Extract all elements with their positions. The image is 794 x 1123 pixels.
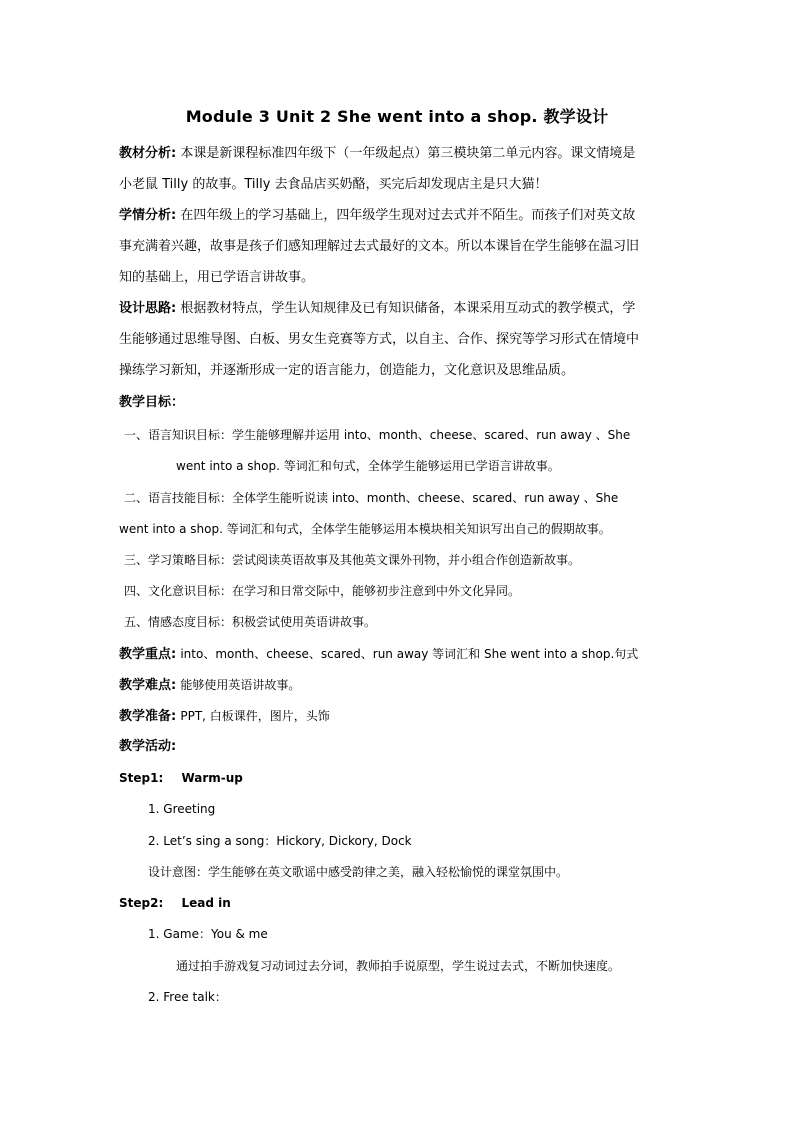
objective-5: 五、情感态度目标：积极尝试使用英语讲故事。	[124, 615, 377, 629]
design-line-2: 生能够通过思维导图、白板、男女生竞赛等方式，以自主、合作、探究等学习形式在情境中	[119, 332, 640, 347]
step2-label: Step2:	[119, 896, 164, 910]
page-title: Module 3 Unit 2 She went into a shop. 教学设计	[185, 107, 609, 126]
students-label: 学情分析:	[119, 208, 177, 223]
difficulty-line	[119, 676, 300, 695]
key-points-text: into、month、cheese、scared、run away 等词汇和 She went into a shop.句式	[180, 647, 639, 661]
analysis-line-2: 小老鼠 Tilly 的故事。Tilly 去食品店买奶酪，买完后却发现店主是只大猫！	[119, 177, 548, 192]
students-line-1	[119, 207, 635, 225]
step1-intent: 设计意图：学生能够在英文歌谣中感受韵律之美，融入轻松愉悦的课堂氛围中。	[148, 865, 569, 879]
students-text-1: 在四年级上的学习基础上，四年级学生现对过去式并不陌生。而孩子们对英文故	[180, 208, 636, 223]
objective-2-line-1: 二、语言技能目标：全体学生能听说读 into、month、cheese、scared、run away 、She	[124, 491, 619, 505]
preparation-line	[119, 707, 330, 726]
analysis-line-1	[119, 145, 635, 163]
students-line-2: 事充满着兴趣，故事是孩子们感知理解过去式最好的文本。所以本课旨在学生能够在温习旧	[119, 239, 640, 254]
step2-item-2: 2. Free talk：	[148, 990, 227, 1004]
step1-item-2: 2. Let’s sing a song：Hickory, Dickory, Dock	[148, 834, 412, 848]
step1-line	[119, 769, 243, 787]
design-line-3: 操练学习新知，并逐渐形成一定的语言能力，创造能力，文化意识及思维品质。	[119, 363, 575, 378]
step2-item-1: 1. Game：You & me	[148, 927, 268, 941]
design-text-1: 根据教材特点，学生认知规律及已有知识储备，本课采用互动式的教学模式，学	[180, 301, 636, 316]
step1-item-1: 1. Greeting	[148, 802, 216, 816]
step1-name: Warm-up	[181, 771, 243, 785]
key-points-line	[119, 645, 638, 664]
step2-line	[119, 894, 231, 912]
objectives-heading: 教学目标：	[119, 395, 185, 410]
preparation-text: PPT, 白板课件，图片，头饰	[180, 709, 330, 723]
students-line-3: 知的基础上，用已学语言讲故事。	[119, 270, 315, 285]
analysis-label: 教材分析:	[119, 146, 177, 161]
analysis-text-1: 本课是新课程标准四年级下（一年级起点）第三模块第二单元内容。课文情境是	[180, 146, 636, 161]
objective-2-line-2: went into a shop. 等词汇和句式，全体学生能够运用本模块相关知识写出自己的假期故事。	[119, 522, 611, 536]
objective-1-line-2: went into a shop. 等词汇和句式，全体学生能够运用已学语言讲故事。	[176, 459, 560, 473]
key-points-label: 教学重点:	[119, 647, 177, 662]
objective-1-line-1: 一、语言知识目标：学生能够理解并运用 into、month、cheese、scared、run away 、She	[124, 428, 631, 442]
design-label: 设计思路:	[119, 301, 177, 316]
design-line-1	[119, 300, 635, 318]
step2-name: Lead in	[181, 896, 231, 910]
step2-item-1-desc: 通过拍手游戏复习动词过去分词，教师拍手说原型，学生说过去式，不断加快速度。	[176, 959, 621, 973]
preparation-label: 教学准备:	[119, 709, 177, 724]
difficulty-label: 教学难点:	[119, 678, 177, 693]
step1-label: Step1:	[119, 771, 164, 785]
activities-heading: 教学活动:	[119, 739, 177, 754]
objective-3: 三、学习策略目标：尝试阅读英语故事及其他英文课外刊物，并小组合作创造新故事。	[124, 553, 581, 567]
difficulty-text: 能够使用英语讲故事。	[180, 678, 301, 692]
objective-4: 四、文化意识目标：在学习和日常交际中，能够初步注意到中外文化异同。	[124, 584, 521, 598]
